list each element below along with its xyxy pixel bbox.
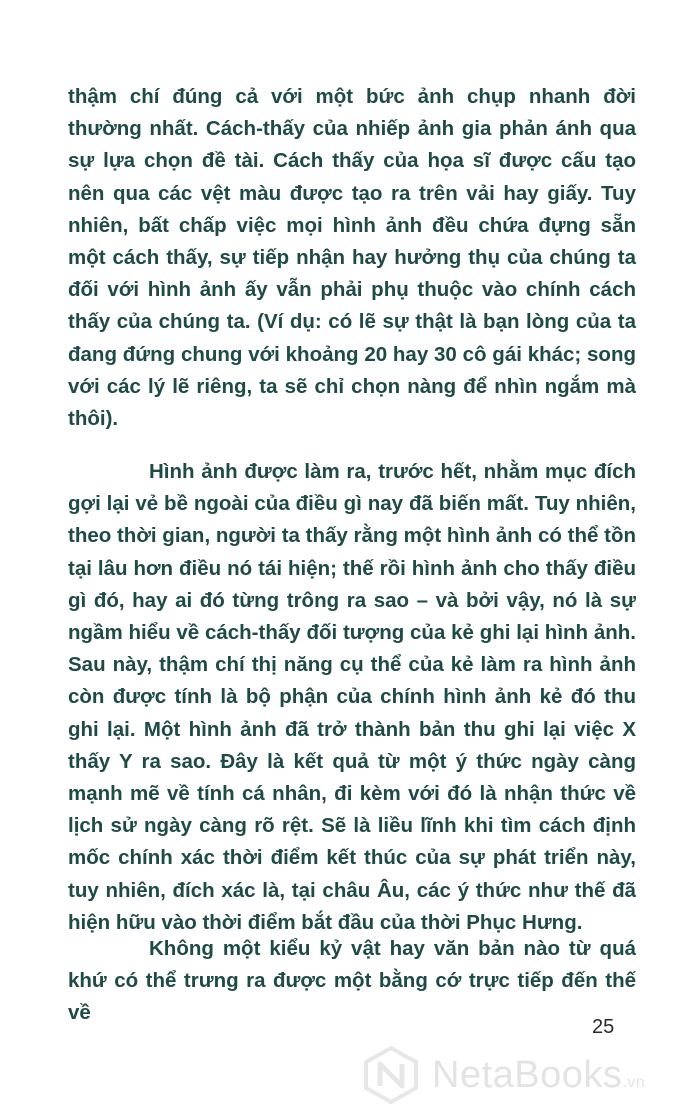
watermark [362,1046,692,1106]
watermark-suffix: .vn [622,1074,646,1091]
watermark-text [432,1054,645,1097]
paragraph-3: Không một kiểu kỷ vật hay văn bản nào từ quá khứ có thể trưng ra được một bằng cớ trực tiếp đến thế về [68,937,636,1025]
netabooks-logo-icon [362,1046,420,1104]
paragraph-1: thậm chí đúng cả với một bức ảnh chụp nhanh đời thường nhất. Cách-thấy của nhiếp ảnh gia phản ánh qua sự lựa chọn đề tài. Cách thấy của họa sĩ được cấu tạo nên qua các vệt màu được tạo ra trên vải hay giấy. Tuy nhiên, bất chấp việc mọi hình ảnh đều chứa đựng sẵn một cách thấy, sự tiếp nhận hay hưởng thụ của chúng ta đối với hình ảnh ấy vẫn phải phụ thuộc vào chính cách thấy của chúng ta. (Ví dụ: có lẽ sự thật là bạn lòng của ta đang đứng chung với khoảng 20 hay 30 cô gái khác; song với các lý lẽ riêng, ta sẽ chỉ chọn nàng để nhìn ngắm mà thôi). [68,85,636,431]
page-number: 25 [592,1016,615,1038]
paragraph-2: Hình ảnh được làm ra, trước hết, nhằm mục đích gợi lại vẻ bề ngoài của điều gì nay đã biến mất. Tuy nhiên, theo thời gian, người ta thấy rằng một hình ảnh có thể tồn tại lâu hơn điều nó tái hiện; thế rồi hình ảnh cho thấy điều gì đó, hay ai đó từng trông ra sao – và bởi vậy, nó là sự ngầm hiểu về cách-thấy đối tượng của kẻ ghi lại hình ảnh. Sau này, thậm chí thị năng cụ thể của kẻ làm ra hình ảnh còn được tính là bộ phận của chính hình ảnh kẻ đó thu ghi lại. Một hình ảnh đã trở thành bản thu ghi lại việc X thấy Y ra sao. Đây là kết quả từ một ý thức ngày càng mạnh mẽ về tính cá nhân, đi kèm với đó là nhận thức về lịch sử ngày càng rõ rệt. Sẽ là liều lĩnh khi tìm cách định mốc chính xác thời điểm kết thúc của sự phát triển này, tuy nhiên, đích xác là, tại châu Âu, các ý thức như thế đã hiện hữu vào thời điểm bắt đầu của thời Phục Hưng. [68,460,636,934]
watermark-brand: NetaBooks [432,1054,623,1096]
